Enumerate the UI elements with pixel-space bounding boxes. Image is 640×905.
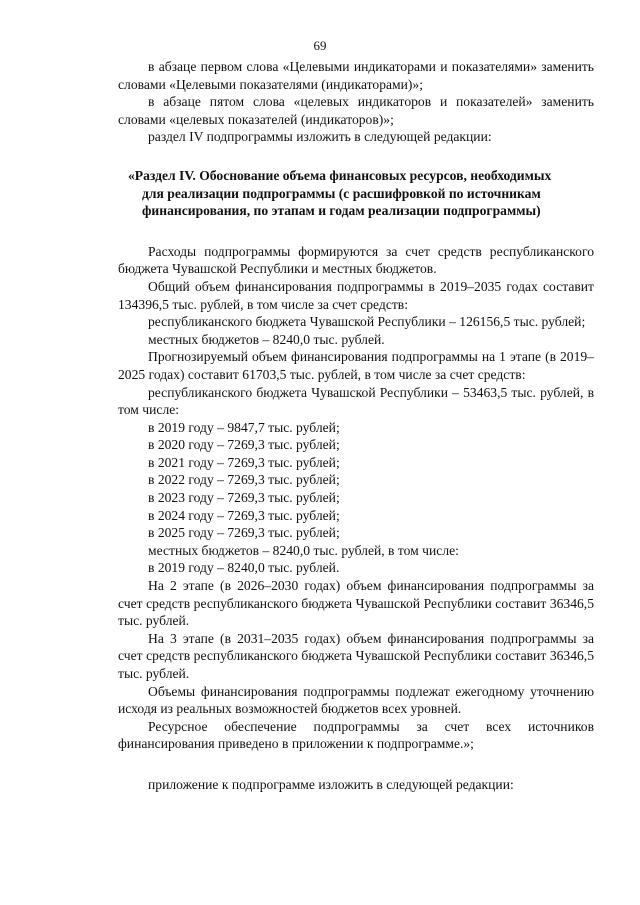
year-item: в 2023 году – 7269,3 тыс. рублей;: [148, 490, 340, 506]
year-item: в 2020 году – 7269,3 тыс. рублей;: [148, 437, 340, 453]
year-item: в 2019 году – 9847,7 тыс. рублей;: [148, 419, 340, 435]
closing-instruction: приложение к подпрограмме изложить в следующей редакции:: [148, 776, 514, 792]
paragraph-stage-1-local: местных бюджетов – 8240,0 тыс. рублей, в том числе:: [148, 542, 459, 558]
heading-line-3: финансирования, по этапам и годам реализации подпрограммы): [142, 203, 541, 219]
paragraph-local-total: местных бюджетов – 8240,0 тыс. рублей.: [148, 331, 385, 347]
year-item: в 2022 году – 7269,3 тыс. рублей;: [148, 472, 340, 488]
document-body: [118, 58, 594, 794]
paragraph-republican-total: республиканского бюджета Чувашской Республики – 126156,5 тыс. рублей;: [148, 314, 586, 330]
intro-paragraph-1: в абзаце первом слова «Целевыми индикаторами и показателями» заменить словами «Целевыми показателями (индикаторами)»;: [118, 59, 594, 92]
heading-line-1: «Раздел IV. Обоснование объема финансовых ресурсов, необходимых: [128, 167, 552, 183]
section-heading: [118, 167, 594, 220]
intro-paragraph-3: раздел IV подпрограммы изложить в следующей редакции:: [148, 129, 492, 145]
year-item: в 2019 году – 8240,0 тыс. рублей.: [148, 560, 340, 576]
heading-line-2: для реализации подпрограммы (с расшифровкой по источникам: [142, 185, 541, 201]
paragraph-total-volume: Общий объем финансирования подпрограммы в 2019–2035 годах составит 134396,5 тыс. рублей, в том числе за счет средств:: [118, 278, 594, 312]
paragraph-stage-1: Прогнозируемый объем финансирования подпрограммы на 1 этапе (в 2019–2025 годах) составит 61703,5 тыс. рублей, в том числе за счет средств:: [118, 349, 594, 382]
year-item: в 2025 году – 7269,3 тыс. рублей;: [148, 525, 340, 541]
paragraph-annual-adjustment: Объемы финансирования подпрограммы подлежат ежегодному уточнению исходя из реальных возможностей бюджетов всех уровней.: [118, 683, 594, 717]
intro-paragraph-2: в абзаце пятом слова «целевых индикаторов и показателей» заменить словами «целевых показателей (индикаторов)»;: [118, 94, 594, 127]
paragraph-expenses-sources: Расходы подпрограммы формируются за счет средств республиканского бюджета Чувашской Республики и местных бюджетов.: [118, 243, 594, 277]
page-number: 69: [313, 38, 327, 53]
year-item: в 2024 году – 7269,3 тыс. рублей;: [148, 507, 340, 523]
paragraph-stage-3: На 3 этапе (в 2031–2035 годах) объем финансирования подпрограммы за счет средств республиканского бюджета Чувашской Республики составит 36346,5 тыс. рублей.: [118, 630, 594, 681]
paragraph-stage-1-republican: республиканского бюджета Чувашской Республики – 53463,5 тыс. рублей, в том числе:: [118, 384, 594, 418]
paragraph-stage-2: На 2 этапе (в 2026–2030 годах) объем финансирования подпрограммы за счет средств республиканского бюджета Чувашской Республики составит 36346,5 тыс. рублей.: [118, 578, 594, 629]
year-item: в 2021 году – 7269,3 тыс. рублей;: [148, 454, 340, 470]
paragraph-resource-provision: Ресурсное обеспечение подпрограммы за счет всех источников финансирования приведено в приложении к подпрограмме.»;: [118, 718, 594, 752]
